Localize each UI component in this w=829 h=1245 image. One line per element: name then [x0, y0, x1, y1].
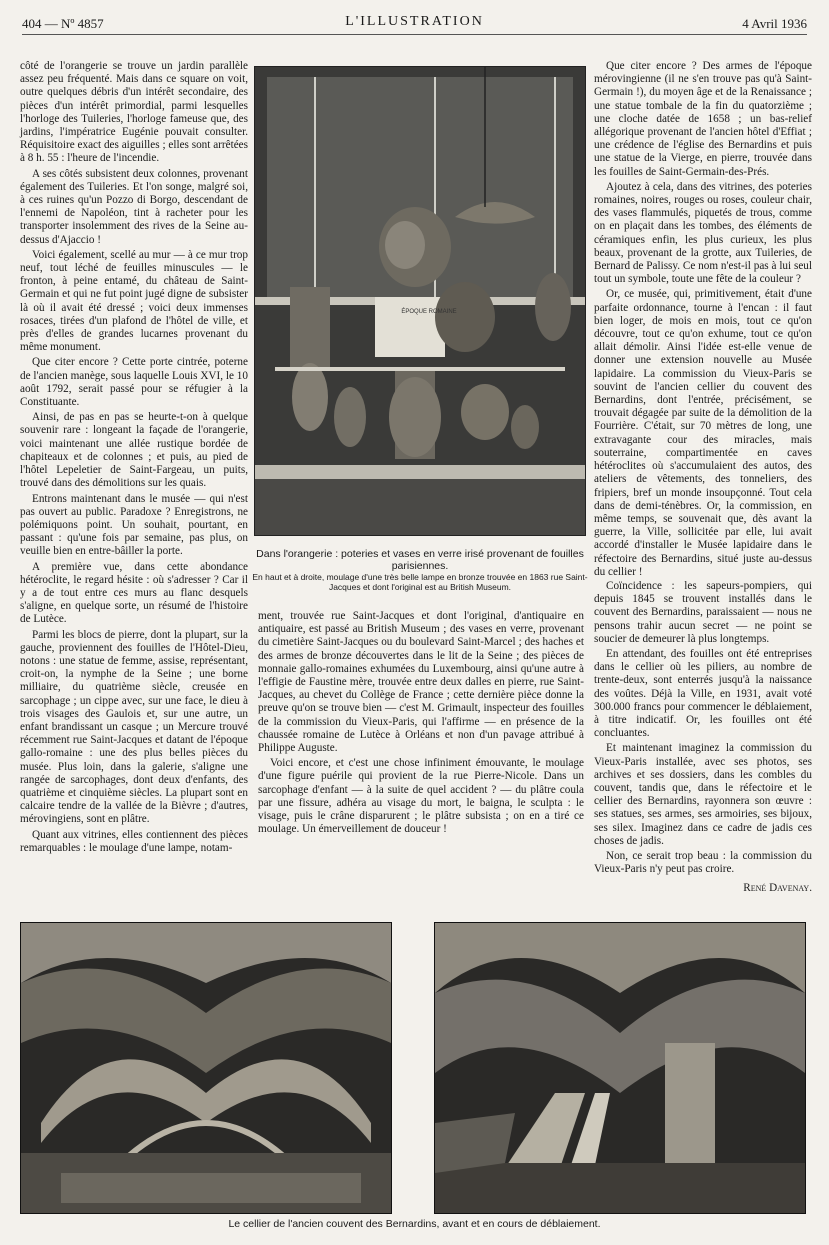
- paragraph: Et maintenant imaginez la commission du Vieux-Paris installée, avec ses photos, ses archives et ses dossiers, dans les combles du couvent, tandis que, dans le réfectoire et le cellier des Bernardins, rayonnera son œuvre : ses statues, ses armes, ses armoiries, ses bijoux, ses silex. Imaginez dans ce cadre de jadis ces choses de jadis.: [594, 742, 812, 847]
- vitrine-photo: [254, 66, 586, 536]
- article-column-1: [20, 60, 248, 854]
- vault-illustration: [21, 923, 391, 1213]
- paragraph: Parmi les blocs de pierre, dont la plupart, sur la gauche, proviennent des fouilles de l'Hôtel-Dieu, notons : une statue de femme, assise, représentant, croit-on, la nymphe de la Seine ; une borne milliaire, du quatrième siècle, creusée en sarcophage ; un cippe avec, sur une face, le dieu à trois visages des Gaulois et, sur une autre, un enfant brandissant un casque ; un Mercure trouvé récemment rue Saint-Jacques et datant de l'époque gallo-romaine : une des plus belles pièces du musée. Plus loin, dans la galerie, s'aligne une rangée de sarcophages, dont deux d'enfants, des quatrième et cinquième siècles. La plupart sont en calcaire tendre de la vallée de la Bièvre ; d'autres, mérovingiens, sont en plâtre.: [20, 628, 248, 826]
- paragraph: Que citer encore ? Des armes de l'époque mérovingienne (il ne s'en trouve pas qu'à Saint-Germain !), du moyen âge et de la Renaissance ; une statue tombale de la fin du quatorzième ; une cloche datée de 1658 ; un bas-relief allégorique provenant de l'ancien hôtel d'Effiat ; une crédence de l'église des Bernardins et puis une statue de la Vierge, en pierre, trouvée dans les fouilles de Saint-Germain-des-Prés.: [594, 60, 812, 178]
- vitrine-illustration: [255, 67, 585, 535]
- paragraph: Non, ce serait trop beau : la commission du Vieux-Paris n'y peut pas croire.: [594, 850, 812, 876]
- journal-title: L'ILLUSTRATION: [345, 14, 484, 29]
- paragraph: ment, trouvée rue Saint-Jacques et dont l'original, d'antiquaire en antiquaire, est passé au British Museum ; des vases en verre, provenant du cimetière Saint-Jacques ou du boulevard Saint-Marcel ; des haches et des armes de bronze découvertes dans le lit de la Seine ; des pièces de monnaie gallo-romaines exhumées du Luxembourg, ainsi qu'une autre à l'effigie de Faustine mère, trouvée entre deux dalles en pierre, rue Saint-Jacques, au chevet du Collège de France ; cette dernière pièce donne la preuve qu'on se trouve bien — c'est M. Grimault, inspecteur des fouilles de la commission du Vieux-Paris, qui l'affirme — en présence de la chaussée romaine de Lutèce à Orléans et non d'un pavage attribué à Philippe Auguste.: [258, 610, 584, 755]
- cellar-photo-before: [20, 922, 392, 1214]
- paragraph: A ses côtés subsistent deux colonnes, provenant également des Tuileries. Et l'on songe, malgré soi, à ces ruines qu'un Pozzo di Borgo, descendant de l'ennemi de Napoléon, tint à racheter pour les transporter insolemment des rives de la Seine au-dessus d'Ajaccio !: [20, 167, 248, 246]
- article-column-3-end: [594, 580, 812, 895]
- paragraph: A première vue, dans cette abondance hétéroclite, le regard hésite : où s'adresser ? Car il y a de tout entre ces murs au flanc desquels s'aligne, en quelque sorte, un résumé de l'histoire de Lutèce.: [20, 560, 248, 626]
- article-column-3: [594, 60, 812, 580]
- author-signature: René Davenay.: [743, 882, 812, 895]
- paragraph: Or, ce musée, qui, primitivement, était d'une parfaite ordonnance, tourne à l'encan : il faut bien loger, de mois en mois, tout ce qu'on découvre, tout ce qu'on exhume, tout ce qu'on allait démolir. Ainsi l'idée est-elle venue de donner une extension nouvelle au Musée lapidaire. La commission du Vieux-Paris se souvint de l'ancien cellier du couvent des Bernardins, dont l'entrée, précisément, se trouvait dégagée par suite de la démolition de la Fourrière. C'était, sur 70 mètres de long, une extravagante cour des miracles, mais souterraine, compartimentée en caves hétéroclites où s'accumulaient des autos, des ateliers de vêtements, des tonneliers, des fripiers, bref un monde insoupçonné. Tout cela dans de demi-ténèbres. Or, la commission, en même temps, se souvenait que, dès avant la guerre, la Ville, sollicitée par elle, lui avait accordé d'installer le Musée lapidaire dans le réfectoire des Bernardins, situé juste au-dessus du cellier !: [594, 288, 812, 578]
- page-header: [22, 12, 807, 35]
- page-number: 404 — Nº 4857: [22, 16, 104, 31]
- caption-sub: En haut et à droite, moulage d'une très belle lampe en bronze trouvée en 1863 rue Saint-Jacques et dont l'original est au British Museum.: [252, 572, 588, 592]
- paragraph: Entrons maintenant dans le musée — qui n'est pas ouvert au public. Paradoxe ? Enregistrons, ne polémiquons point. Un souhait, pourtant, en passant : qu'une fois par semaine, pas plus, on veuille bien en entre-bâiller la porte.: [20, 492, 248, 558]
- issue-date: 4 Avril 1936: [742, 16, 807, 31]
- article-column-2: [258, 610, 584, 848]
- figure-caption: [250, 548, 590, 592]
- photo-caption: Le cellier de l'ancien couvent des Bernardins, avant et en cours de déblaiement.: [228, 1218, 601, 1230]
- cellar-photo-during: [434, 922, 806, 1214]
- vault-illustration: [435, 923, 805, 1213]
- paragraph: Quant aux vitrines, elles contiennent des pièces remarquables : le moulage d'une lampe, notam-: [20, 828, 248, 854]
- paragraph: Ainsi, de pas en pas se heurte-t-on à quelque souvenir rare : longeant la façade de l'orangerie, voici maintenant une allée rustique bordée de chapiteaux et de colonnes ; et puis, au pied de l'hôtel Lepeletier de Saint-Fargeau, un puits, trouvé dans des démolitions sur les quais.: [20, 411, 248, 490]
- paragraph: Ajoutez à cela, dans des vitrines, des poteries romaines, noires, rouges ou roses, couleur chair, des vases flammulés, piquetés de trous, comme on en plaçait dans les tombes, des éléments de céramiques enfin, les plus curieux, les plus beaux, provenant de la grotte, aux Tuileries, de Bernard de Palissy. Ce nom n'est-il pas à lui seul tout un symbole, toute une fête de la couleur ?: [594, 180, 812, 286]
- paragraph: Voici également, scellé au mur — à ce mur trop neuf, tout léché de feuilles minuscules — le fronton, à peine entamé, du château de Saint-Germain et qui ne fut point jugé digne de subsister là où il avait été dressé ; voici deux immenses rosaces, tirées d'un plafond de l'hôtel de ville, et près d'elles de grandes lucarnes provenant du même monument.: [20, 248, 248, 354]
- paragraph: Voici encore, et c'est une chose infiniment émouvante, le moulage d'une figure puérile qui provient de la rue Pierre-Nicole. Dans un sarcophage d'enfant — à la suite de quel accident ? — du plâtre coula par une fissure, adhéra au visage du mort, le baigna, le sculpta : le visage, puis le crâne disparurent ; le plâtre subsista ; on en a tiré ce moulage. Un émerveillement de douceur !: [258, 757, 584, 836]
- paragraph: Coïncidence : les sapeurs-pompiers, qui depuis 1845 se trouvent installés dans le couvent des Bernardins, paraissaient — nous ne pensons trahir aucun secret — ne point se soucier de demeurer là plus longtemps.: [594, 580, 812, 645]
- paragraph: En attendant, des fouilles ont été entreprises dans le cellier où les piliers, au nombre de trente-deux, sont enterrés jusqu'à la naissance des voûtes. Déjà la Ville, en 1931, avait voté 300.000 francs pour commencer le déblaiement, à titre indicatif. Or, les fouilles ont été concluantes.: [594, 648, 812, 740]
- paragraph: côté de l'orangerie se trouve un jardin parallèle assez peu fréquenté. Mais dans ce square on voit, outre quelques débris d'un intérêt secondaire, des pièces d'un intérêt primordial, parmi lesquelles l'horloge des Tuileries, l'horloge fameuse que, des jardins, l'impératrice Eugénie pouvait consulter. Réquisitoire exact des aiguilles ; elles sont arrêtées à 8 h. 55 : l'heure de l'incendie.: [20, 60, 248, 165]
- paragraph: Que citer encore ? Cette porte cintrée, poterne de l'ancien manège, sous laquelle Louis XVI, le 10 août 1792, serait passé pour se réfugier à la Constituante.: [20, 356, 248, 409]
- vitrine-label: ÉPOQUE ROMAINE: [401, 309, 457, 315]
- caption-main: Dans l'orangerie : poteries et vases en verre irisé provenant de fouilles parisiennes.: [256, 548, 584, 572]
